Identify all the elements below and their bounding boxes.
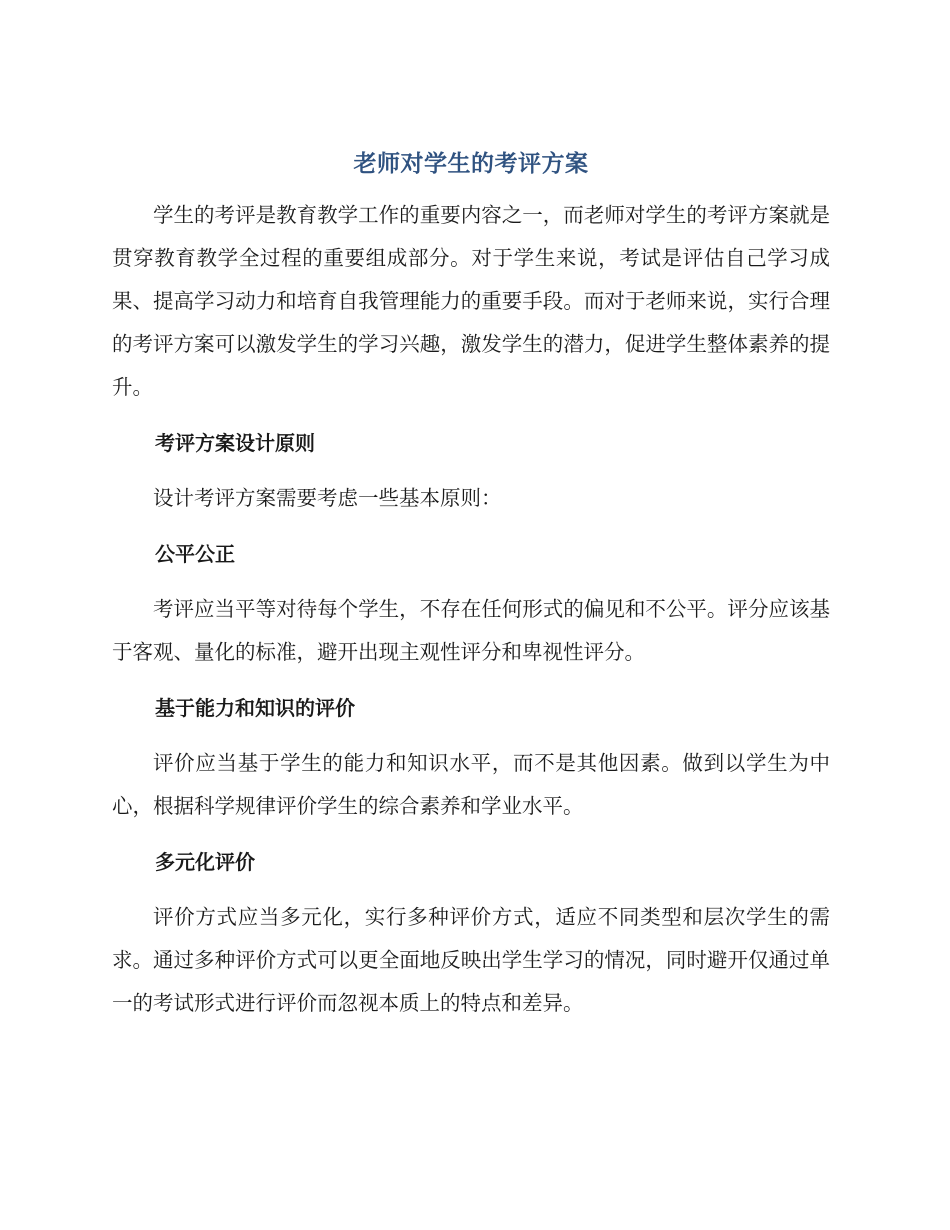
principle-heading-ability-knowledge: 基于能力和知识的评价 — [155, 696, 355, 720]
principle-heading-fairness: 公平公正 — [155, 542, 235, 566]
principle-heading-diversified: 多元化评价 — [155, 850, 255, 874]
section-heading-design-principles: 考评方案设计原则 — [155, 431, 315, 455]
principle-body-fairness: 考评应当平等对待每个学生，不存在任何形式的偏见和不公平。评分应该基于客观、量化的标准，避开出现主观性评分和卑视性评分。 — [112, 597, 830, 664]
intro-paragraph: 学生的考评是教育教学工作的重要内容之一，而老师对学生的考评方案就是贯穿教育教学全过程的重要组成部分。对于学生来说，考试是评估自己学习成果、提高学习动力和培育自我管理能力的重要手段。而对于老师来说，实行合理的考评方案可以激发学生的学习兴趣，激发学生的潜力，促进学生整体素养的提升。 — [112, 203, 830, 399]
section-intro-paragraph: 设计考评方案需要考虑一些基本原则： — [153, 486, 502, 510]
principle-body-ability-knowledge: 评价应当基于学生的能力和知识水平，而不是其他因素。做到以学生为中心，根据科学规律评价学生的综合素养和学业水平。 — [112, 751, 830, 818]
document-title: 老师对学生的考评方案 — [353, 151, 589, 177]
principle-body-diversified: 评价方式应当多元化，实行多种评价方式，适应不同类型和层次学生的需求。通过多种评价方式可以更全面地反映出学生学习的情况，同时避开仅通过单一的考试形式进行评价而忽视本质上的特点和差异。 — [112, 905, 830, 1015]
